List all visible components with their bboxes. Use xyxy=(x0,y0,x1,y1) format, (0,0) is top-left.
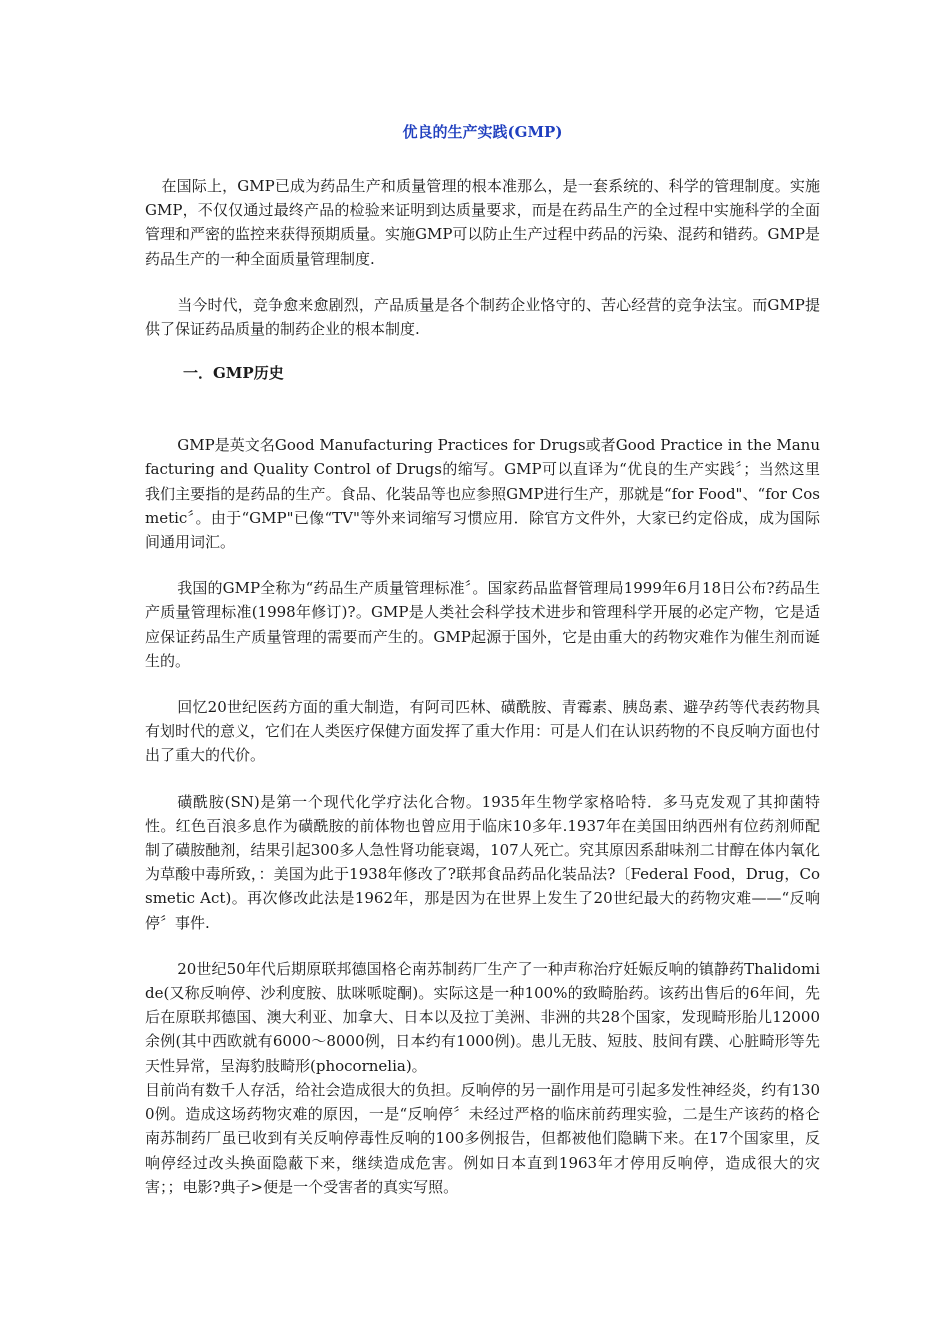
intro-paragraph-1: 在国际上，GMP已成为药品生产和质量管理的根本准那么，是一套系统的、科学的管理制度。实施GMP，不仅仅通过最终产品的检验来证明到达质量要求，而是在药品生产的全过程中实施科学的全面管理和严密的监控来获得预期质量。实施GMP可以防止生产过程中药品的污染、混药和错药。GMP是药品生产的一种全面质量管理制度. xyxy=(145,177,820,268)
intro-paragraph-2: 当今时代，竞争愈来愈剧烈，产品质量是各个制药企业恪守的、苦心经营的竞争法宝。而GMP提供了保证药品质量的制药企业的根本制度. xyxy=(145,295,820,339)
history-paragraph-2: 我国的GMP全称为“药品生产质量管理标准〞。国家药品监督管理局1999年6月18日公布?药品生产质量管理标准(1998年修订)?。GMP是人类社会科学技术进步和管理科学开展的必定产物，它是适应保证药品生产质量管理的需要而产生的。GMP起源于国外，它是由重大的药物灾难作为催生剂而诞生的。 xyxy=(145,579,820,670)
history-paragraph-5: 20世纪50年代后期原联邦德国格仑南苏制药厂生产了一种声称治疗妊娠反响的镇静药Thalidomide(又称反响停、沙利度胺、肽咪哌啶酮)。实际这是一种100%的致畸胎药。该药出售后的6年间，先后在原联邦德国、澳大利亚、加拿大、日本以及拉丁美洲、非洲的共28个国家，发现畸形胎儿12000余例(其中西欧就有6000～8000例，日本约有1000例)。患儿无肢、短肢、肢间有蹼、心脏畸形等先天性异常，呈海豹肢畸形(phocornelia)。 xyxy=(145,959,820,1075)
paragraph-gap xyxy=(145,768,820,790)
history-paragraph-4: 磺酰胺(SN)是第一个现代化学疗法化合物。1935年生物学家格哈特．多马克发观了其抑菌特性。红色百浪多息作为磺酰胺的前体物也曾应用于临床10多年.1937年在美国田纳西州有位药剂师配制了磺胺酏剂，结果引起300多人急性肾功能衰竭，107人死亡。究其原因系甜味剂二甘醇在体内氧化为草酸中毒所致，：美国为此于1938年修改了?联邦食品药品化装品法?〔Federal Food，Drug，Cosmetic Act)。再次修改此法是1962年，那是因为在世界上发生了20世纪最大的药物灾难——“反响停〞事件. xyxy=(145,792,820,932)
paragraph-gap xyxy=(145,271,820,293)
paragraph-gap xyxy=(145,554,820,576)
section-heading-gmp-history: 一．GMP历史 xyxy=(183,364,284,383)
history-paragraph-continuation: 目前尚有数千人存活，给社会造成很大的负担。反响停的另一副作用是可引起多发性神经炎，约有1300例。造成这场药物灾难的原因，一是“反响停〞未经过严格的临床前药理实验，二是生产该药的格仑南苏制药厂虽已收到有关反响停毒性反响的100多例报告，但都被他们隐瞒下来。在17个国家里，反响停经过改头换面隐蔽下来，继续造成危害。例如日本直到1963年才停用反响停，造成很大的灾害；；电影?典子>便是一个受害者的真实写照。 xyxy=(145,1080,820,1196)
paragraph-gap xyxy=(145,935,820,957)
paragraph-gap xyxy=(145,673,820,695)
history-paragraph-3: 回忆20世纪医药方面的重大制造，有阿司匹林、磺酰胺、青霉素、胰岛素、避孕药等代表药物具有划时代的意义，它们在人类医疗保健方面发挥了重大作用：可是人们在认识药物的不良反响方面也付出了重大的代价。 xyxy=(145,698,821,765)
document-page xyxy=(145,120,820,1199)
history-paragraph-1: GMP是英文名Good Manufacturing Practices for Drugs或者Good Practice in the Manufacturing and Quality Control of Drugs的缩写。GMP可以直译为“优良的生产实践〞；当然这里我们主要指的是药品的生产。食品、化装品等也应参照GMP进行生产，那就是“for Food"、“for Cosmetic〞。由于“GMP"已像“TV"等外来词缩写习惯应用．除官方文件外，大家已约定俗成，成为国际间通用词汇。 xyxy=(145,436,820,552)
document-title: 优良的生产实践(GMP) xyxy=(402,123,563,141)
